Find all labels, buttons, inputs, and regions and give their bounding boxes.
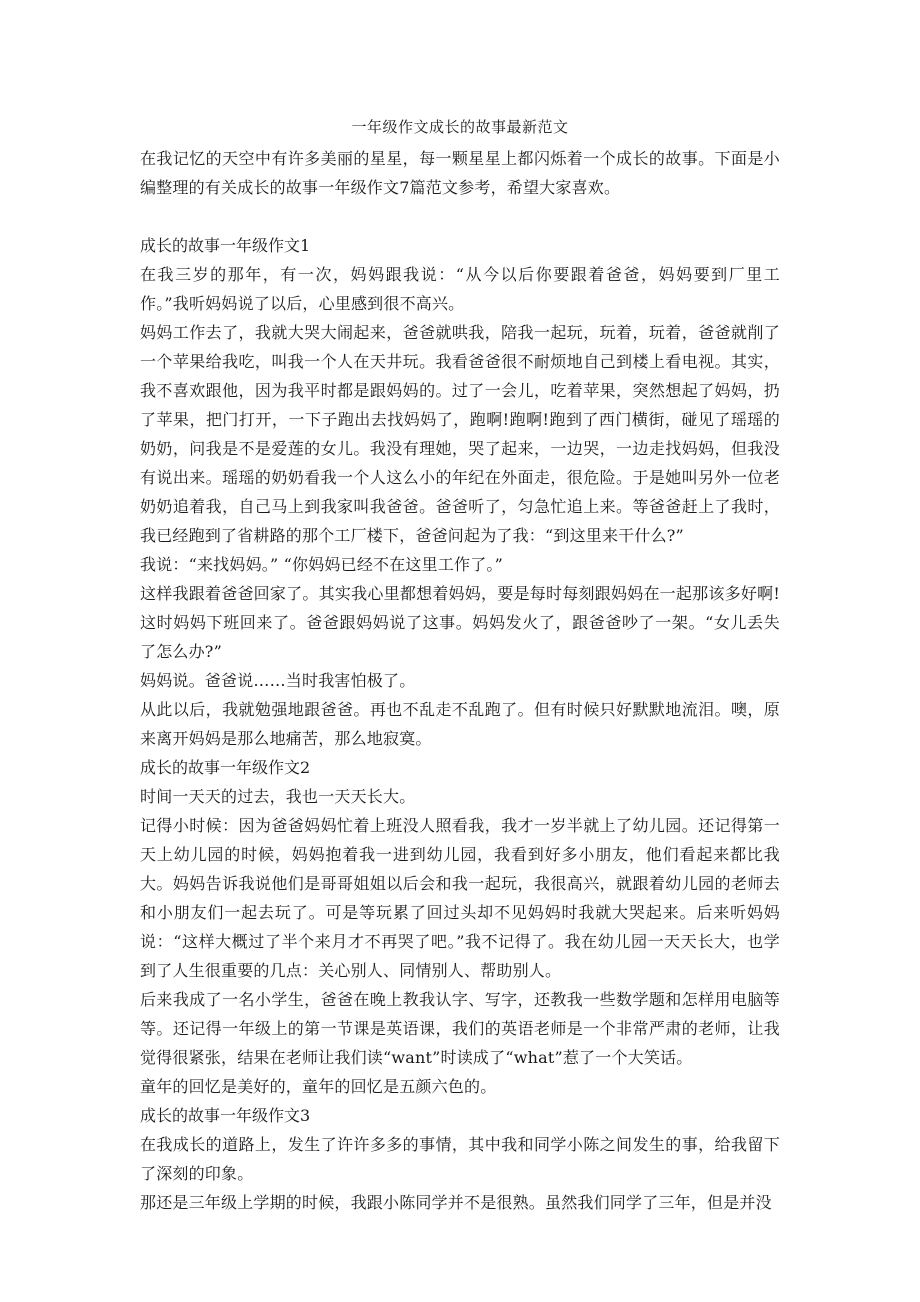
essay-2-heading: 成长的故事一年级作文2 (140, 758, 311, 777)
essay-3-paragraph: 那还是三年级上学期的时候，我跟小陈同学并不是很熟。虽然我们同学了三年，但是并没 (140, 1193, 772, 1212)
essay-2-paragraph: 童年的回忆是美好的，童年的回忆是五颜六色的。 (140, 1077, 497, 1096)
essay-1-paragraph: 从此以后，我就勉强地跟爸爸。再也不乱走不乱跑了。但有时候只好默默地流泪。噢，原来离开妈妈是那么地痛苦，那么地寂寞。 (140, 700, 780, 748)
essay-1-paragraph: 妈妈说。爸爸说……当时我害怕极了。 (140, 671, 416, 690)
essay-1-paragraph: 妈妈工作去了，我就大哭大闹起来，爸爸就哄我，陪我一起玩，玩着，玩着，爸爸就削了一个苹果给我吃，叫我一个人在天井玩。我看爸爸很不耐烦地自己到楼上看电视。其实，我不喜欢跟他，因为我平时都是跟妈妈的。过了一会儿，吃着苹果，突然想起了妈妈，扔了苹果，把门打开，一下子跑出去找妈妈了，跑啊!跑啊!跑到了西门横街，碰见了瑶瑶的奶奶，问我是不是爱莲的女儿。我没有理她，哭了起来，一边哭，一边走找妈妈，但我没有说出来。瑶瑶的奶奶看我一个人这么小的年纪在外面走，很危险。于是她叫另外一位老奶奶追着我，自己马上到我家叫我爸爸。爸爸听了，匀急忙追上来。等爸爸赶上了我时，我已经跑到了省耕路的那个工厂楼下，爸爸问起为了我：“到这里来干什么?” (140, 323, 780, 545)
document-page (140, 112, 780, 1217)
essay-3-paragraph: 在我成长的道路上，发生了许许多多的事情，其中我和同学小陈之间发生的事，给我留下了深刻的印象。 (140, 1135, 780, 1183)
essay-1-paragraph: 这样我跟着爸爸回家了。其实我心里都想着妈妈，要是每时每刻跟妈妈在一起那该多好啊!这时妈妈下班回来了。爸爸跟妈妈说了这事。妈妈发火了，跟爸爸吵了一架。“女儿丢失了怎么办?” (140, 584, 780, 661)
intro-paragraph: 在我记忆的天空中有许多美丽的星星，每一颗星星上都闪烁着一个成长的故事。下面是小编整理的有关成长的故事一年级作文7篇范文参考，希望大家喜欢。 (140, 149, 780, 197)
essay-1-heading: 成长的故事一年级作文1 (140, 236, 311, 255)
essay-1-paragraph: 我说：“来找妈妈。” “你妈妈已经不在这里工作了。” (140, 555, 504, 574)
essay-1-paragraph: 在我三岁的那年，有一次，妈妈跟我说：“从今以后你要跟着爸爸，妈妈要到厂里工作。”我听妈妈说了以后，心里感到很不高兴。 (140, 265, 780, 313)
essay-2-paragraph: 记得小时候：因为爸爸妈妈忙着上班没人照看我，我才一岁半就上了幼儿园。还记得第一天上幼儿园的时候，妈妈抱着我一进到幼儿园，我看到好多小朋友，他们看起来都比我大。妈妈告诉我说他们是哥哥姐姐以后会和我一起玩，我很高兴，就跟着幼儿园的老师去和小朋友们一起去玩了。可是等玩累了回过头却不见妈妈时我就大哭起来。后来听妈妈说：“这样大概过了半个来月才不再哭了吧。”我不记得了。我在幼儿园一天天长大，也学到了人生很重要的几点：关心别人、同情别人、帮助别人。 (140, 816, 780, 980)
essay-3-heading: 成长的故事一年级作文3 (140, 1106, 311, 1125)
document-title: 一年级作文成长的故事最新范文 (351, 118, 569, 136)
essay-2-paragraph: 时间一天天的过去，我也一天天长大。 (140, 787, 416, 806)
blank-line (140, 202, 780, 231)
essay-2-paragraph: 后来我成了一名小学生，爸爸在晚上教我认字、写字，还教我一些数学题和怎样用电脑等等。还记得一年级上的第一节课是英语课，我们的英语老师是一个非常严肃的老师，让我觉得很紧张，结果在老师让我们读“want”时读成了“what”惹了一个大笑话。 (140, 990, 780, 1067)
